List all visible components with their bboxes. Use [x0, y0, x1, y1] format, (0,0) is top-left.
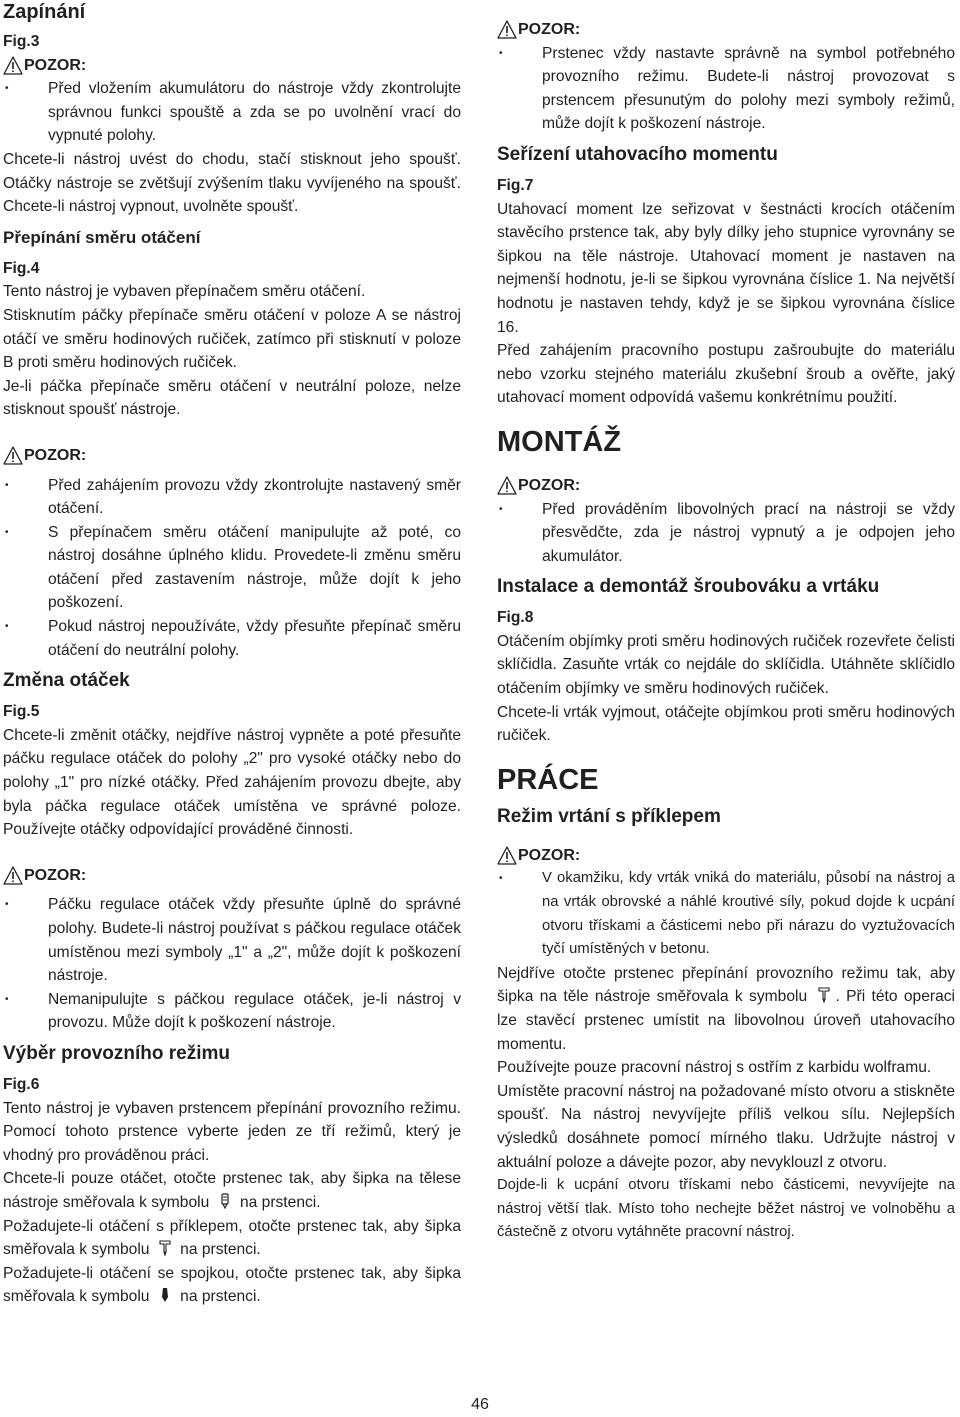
warning-triangle-icon [3, 866, 23, 885]
paragraph: Chcete-li změnit otáčky, nejdříve nástroj vypněte a poté přesuňte páčku regulace otáček do polohy „2" pro vysoké otáčky nebo do polohy „1" pro nízké otáčky. Před zahájením provozu dbejte, aby byla páčka regulace otáček umístěna ve správné poloze. Používejte otáčky odpovídající prováděné činnosti. [3, 726, 461, 839]
fig-7-label: Fig.7 [497, 176, 534, 194]
paragraph: Chcete-li nástroj uvést do chodu, stačí stisknout jeho spoušť. Otáčky nástroje se zvětšují zvýšením tlaku vyvíjeného na spoušť. Chcete-li nástroj vypnout, uvolněte spoušť. [3, 150, 461, 216]
fig-8-label: Fig.8 [497, 609, 534, 627]
paragraph: Před zahájením pracovního postupu zašroubujte do materiálu nebo vzorku stejného materiálu zkušební šroub a ověřte, jaký utahovací moment odpovídá vašemu konkrétnímu použití. [497, 342, 955, 407]
paragraph: Požadujete-li otáčení se spojkou, otočte prstenec tak, aby šipka směřovala k symbolu na prstenci. [3, 1264, 461, 1306]
paragraph: Otáčením objímky proti směru hodinových ručiček rozevřete čelisti sklíčidla. Zasuňte vrták co nejdále do sklíčidla. Utáhněte sklíčidlo otáčením objímky ve směru hodinových ručiček. [497, 632, 955, 698]
list-item: • Prstenec vždy nastavte správně na symbol potřebného provozního režimu. Budete-li nástroj provozovat s prstencem přesunutým do polohy mezi symboly režimů, může dojít k poškození nástroje. [497, 42, 955, 136]
warning-triangle-icon [3, 446, 23, 465]
paragraph: Stisknutím páčky přepínače směru otáčení v poloze A se nástroj otáčí ve směru hodinových ručiček, zatímco při stisknutí v poloze B proti směru hodinových ručiček. [3, 306, 461, 372]
section-heading-work: PRÁCE [497, 763, 599, 796]
warning-heading: POZOR: [497, 844, 955, 868]
section-heading-mode: Výběr provozního režimu [3, 1042, 230, 1064]
warning-heading: POZOR: [497, 474, 955, 498]
warning-heading: POZOR: [3, 54, 461, 78]
paragraph: Požadujete-li otáčení s příklepem, otočte prstenec tak, aby šipka směřovala k symbolu na prstenci. [3, 1217, 461, 1259]
section-heading-torque: Seřízení utahovacího momentu [497, 143, 778, 165]
fig-3-label: Fig.3 [3, 33, 40, 50]
section-heading-assembly: MONTÁŽ [497, 425, 622, 458]
paragraph: Utahovací moment lze seřizovat v šestnácti krocích otáčením stavěcího prstence tak, aby byly dílky jeho stupnice vyrovnány se šipkou na těle nástroje. Utahovací moment je nastaven na nejmenší hodnotu, je-li se šipkou vyrovnána číslice 1. Na největší hodnotu je nastaven tehdy, když je se šipkou vyrovnána číslice 16. [497, 200, 955, 336]
warning-list [3, 474, 461, 663]
section-heading-speed: Změna otáček [3, 670, 130, 692]
fig-5-label: Fig.5 [3, 703, 40, 721]
drill-mode-icon [218, 1193, 232, 1209]
clutch-mode-icon [158, 1287, 172, 1303]
list-item: • Nemanipulujte s páčkou regulace otáček, je-li nástroj v provozu. Může dojít k poškození nástroje. [3, 988, 461, 1035]
hammer-mode-icon [817, 987, 831, 1003]
warning-list [3, 893, 461, 1035]
warning-triangle-icon [497, 20, 517, 39]
paragraph: Chcete-li vrták vyjmout, otáčejte objímkou proti směru hodinových ručiček. [497, 703, 955, 745]
warning-list [497, 867, 955, 961]
paragraph: Je-li páčka přepínače směru otáčení v neutrální poloze, nelze stisknout spoušť nástroje. [3, 377, 461, 419]
warning-heading: POZOR: [3, 444, 461, 468]
warning-list [497, 498, 955, 569]
paragraph: Tento nástroj je vybaven prstencem přepínání provozního režimu. Pomocí tohoto prstence vyberte jeden ze tří režimů, který je vhodný pro prováděnou práci. [3, 1099, 461, 1164]
list-item: • Před zahájením provozu vždy zkontrolujte nastavený směr otáčení. [3, 474, 461, 521]
right-column [497, 18, 955, 1245]
paragraph: Dojde-li k ucpání otvoru třískami nebo částicemi, nevyvíjejte na nástroj větší tlak. Místo toho nechejte běžet nástroj ve volnoběhu a částečně z otvoru vytáhněte pracovní nástroj. [497, 1177, 955, 1241]
page-number: 46 [471, 1396, 489, 1413]
warning-triangle-icon [497, 846, 517, 865]
warning-heading: POZOR: [3, 864, 461, 888]
section-heading-reverse: Přepínání směru otáčení [3, 227, 201, 247]
warning-list [3, 77, 461, 148]
paragraph: Nejdříve otočte prstenec přepínání provozního režimu tak, aby šipka na těle nástroje směřovala k symbolu . Při této operaci lze stavěcí prstenec umístit na libovolnou úroveň utahovacího momentu. [497, 964, 955, 1053]
hammer-mode-icon [158, 1240, 172, 1256]
paragraph: Používejte pouze pracovní nástroj s ostřím z karbidu wolframu. [497, 1059, 932, 1077]
list-item: • Před vložením akumulátoru do nástroje vždy zkontrolujte správnou funkci spouště a zda se po uvolnění vrací do vypnuté polohy. [3, 77, 461, 148]
list-item: • Pokud nástroj nepoužíváte, vždy přesuňte přepínač směru otáčení do neutrální polohy. [3, 615, 461, 662]
paragraph: Chcete-li pouze otáčet, otočte prstenec tak, aby šipka na tělese nástroje směřovala k symbolu na prstenci. [3, 1170, 461, 1211]
list-item: • Páčku regulace otáček vždy přesuňte úplně do správné polohy. Budete-li nástroj používat s páčkou regulace otáček umístěnou mezi symboly „1" a „2", může dojít k poškození nástroje. [3, 893, 461, 987]
section-heading-install: Instalace a demontáž šroubováku a vrtáku [497, 576, 880, 598]
list-item: • V okamžiku, kdy vrták vniká do materiálu, působí na nástroj a na vrták obrovské a náhlé kroutivé síly, pokud dojde k ucpání otvoru třískami a částicemi nebo při nárazu do vyztužovacích tyčí umístěných v betonu. [497, 867, 955, 961]
warning-heading: POZOR: [497, 18, 955, 42]
left-column [3, 0, 461, 1309]
section-heading-hammer: Režim vrtání s příklepem [497, 805, 721, 827]
section-title-switch: Zapínání [3, 1, 86, 23]
warning-triangle-icon [497, 476, 517, 495]
warning-triangle-icon [3, 56, 23, 75]
fig-4-label: Fig.4 [3, 259, 40, 277]
list-item: • S přepínačem směru otáčení manipulujte až poté, co nástroj dosáhne úplného klidu. Provedete-li změnu směru otáčení před zastavením nástroje, může dojít k jeho poškození. [3, 521, 461, 615]
warning-list [497, 42, 955, 136]
paragraph: Tento nástroj je vybaven přepínačem směru otáčení. [3, 283, 366, 301]
fig-6-label: Fig.6 [3, 1075, 40, 1093]
list-item: • Před prováděním libovolných prací na nástroji se vždy přesvědčte, zda je nástroj vypnutý a je odpojen jeho akumulátor. [497, 498, 955, 569]
paragraph: Umístěte pracovní nástroj na požadované místo otvoru a stiskněte spoušť. Na nástroj nevyvíjejte příliš velkou sílu. Nejlepších výsledků dosáhnete pomocí mírného tlaku. Udržujte nástroj v aktuální poloze a dávejte pozor, aby nevyklouzl z otvoru. [497, 1082, 955, 1171]
